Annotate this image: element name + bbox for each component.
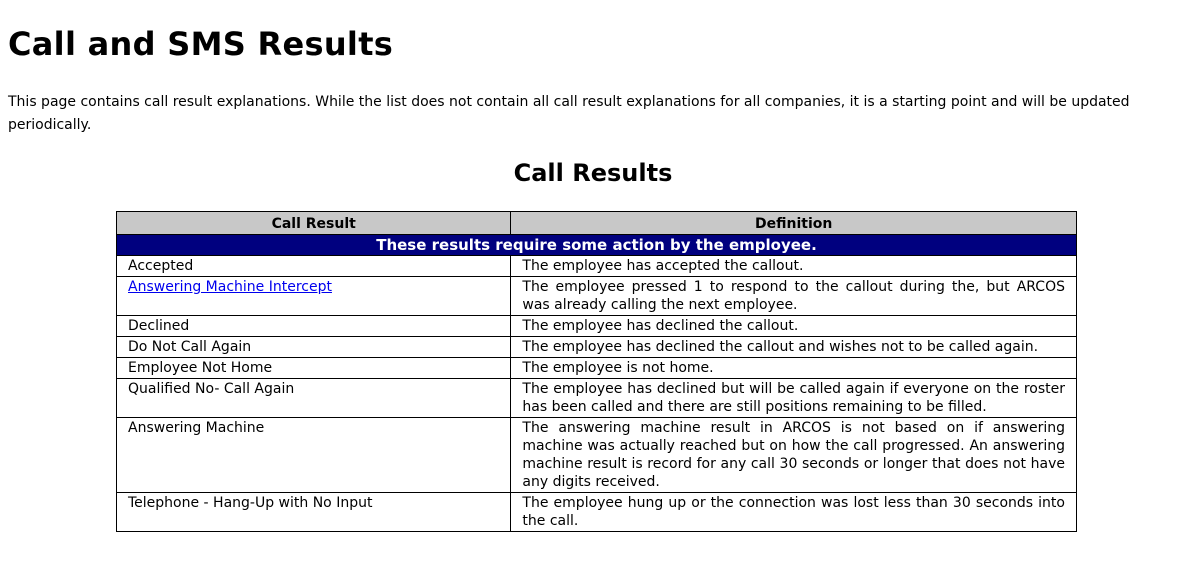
- call-result-cell: Employee Not Home: [117, 358, 511, 379]
- column-header-definition: Definition: [511, 212, 1077, 235]
- call-result-cell: Do Not Call Again: [117, 337, 511, 358]
- definition-cell: The employee has declined the callout.: [511, 316, 1077, 337]
- call-result-cell: Declined: [117, 316, 511, 337]
- answering-machine-intercept-link[interactable]: Answering Machine Intercept: [128, 279, 332, 295]
- call-result-cell: [117, 277, 511, 316]
- definition-cell: The employee is not home.: [511, 358, 1077, 379]
- section-heading: Call Results: [513, 159, 673, 187]
- call-result-cell: Accepted: [117, 256, 511, 277]
- call-result-cell: Qualified No- Call Again: [117, 379, 511, 418]
- definition-cell: The employee has declined but will be called again if everyone on the roster has been called and there are still positions remaining to be filled.: [511, 379, 1077, 418]
- table-row: [117, 493, 1077, 532]
- table-row: [117, 316, 1077, 337]
- table-row: [117, 277, 1077, 316]
- intro-paragraph: This page contains call result explanations. While the list does not contain all call result explanations for all companies, it is a starting point and will be updated periodically.: [8, 94, 1130, 133]
- page-title: Call and SMS Results: [8, 25, 394, 63]
- group-row: [117, 235, 1077, 256]
- table-row: [117, 358, 1077, 379]
- call-result-cell: Answering Machine: [117, 418, 511, 493]
- call-result-cell: Telephone - Hang-Up with No Input: [117, 493, 511, 532]
- definition-cell: The employee has declined the callout and wishes not to be called again.: [511, 337, 1077, 358]
- definition-cell: The employee hung up or the connection was lost less than 30 seconds into the call.: [511, 493, 1077, 532]
- definition-cell: The answering machine result in ARCOS is not based on if answering machine was actually reached but on how the call progressed. An answering machine result is record for any call 30 seconds or longer that does not have any digits received.: [511, 418, 1077, 493]
- definition-cell: The employee has accepted the callout.: [511, 256, 1077, 277]
- table-row: [117, 418, 1077, 493]
- column-header-call-result: Call Result: [117, 212, 511, 235]
- table-row: [117, 256, 1077, 277]
- table-row: [117, 379, 1077, 418]
- table-header-row: [117, 212, 1077, 235]
- group-label: These results require some action by the employee.: [117, 235, 1077, 256]
- definition-cell: The employee pressed 1 to respond to the callout during the, but ARCOS was already calling the next employee.: [511, 277, 1077, 316]
- table-row: [117, 337, 1077, 358]
- call-results-table: [116, 211, 1077, 532]
